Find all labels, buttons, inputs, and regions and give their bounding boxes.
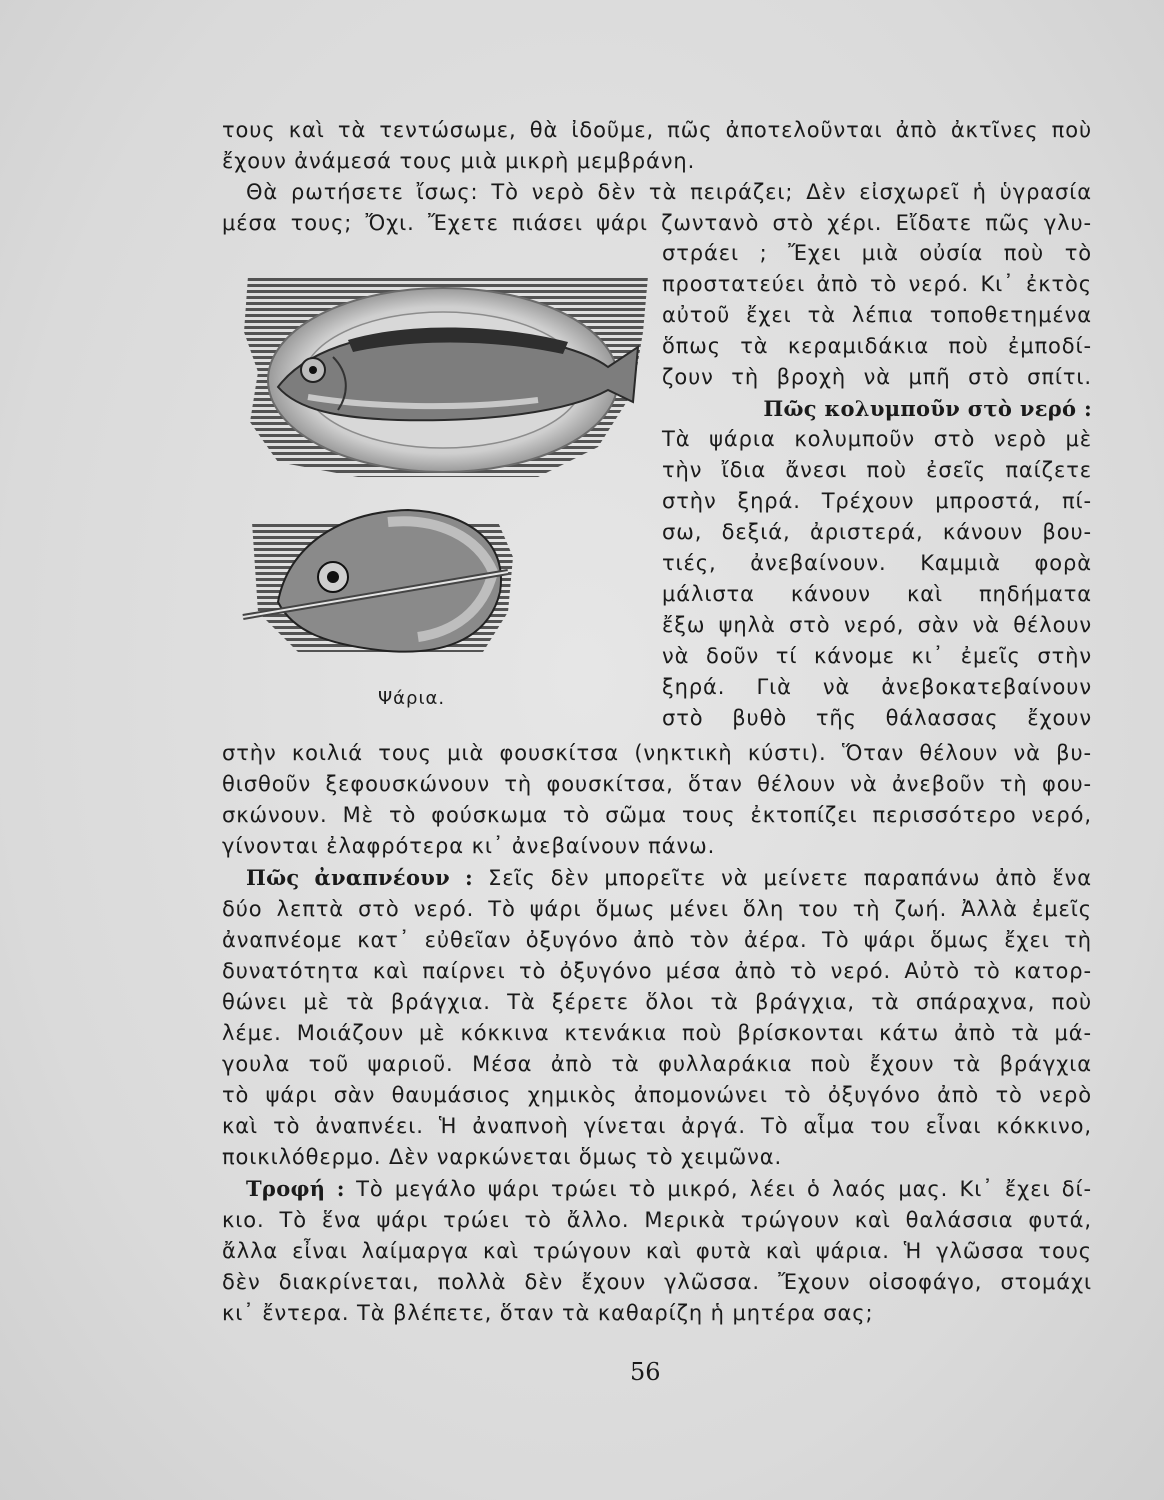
- text-line: Τὰ ψάρια κολυμποῦν στὸ νερὸ μὲ: [662, 427, 1092, 451]
- text-block-bottom: [222, 738, 1092, 1329]
- text-line: τὸ ψάρι σὰν θαυμάσιος χημικὸς ἀπομονώνει τὸ ὀξυγόνο ἀπὸ τὸ νερὸ: [222, 1083, 1092, 1107]
- text-block-top: [222, 115, 1092, 239]
- text-line: ἔξω ψηλὰ στὸ νερό, σὰν νὰ θέλουν: [662, 613, 1092, 637]
- text-line: λέμε. Μοιάζουν μὲ κόκκινα κτενάκια ποὺ βρίσκονται κάτω ἀπὸ τὰ μά-: [222, 1021, 1092, 1045]
- section-heading-swim: Πῶς κολυμποῦν στὸ νερό :: [763, 396, 1092, 421]
- text-line: θισθοῦν ξεφουσκώνουν τὴ φουσκίτσα, ὅταν θέλουν νὰ ἀνεβοῦν τὴ φου-: [222, 772, 1092, 796]
- text-line: δύο λεπτὰ στὸ νερό. Τὸ ψάρι ὅμως μένει ὅλη του τὴ ζωή. Ἀλλὰ ἐμεῖς: [222, 897, 1092, 921]
- text-line: κι᾿ ἔντερα. Τὰ βλέπετε, ὅταν τὰ καθαρίζη ἡ μητέρα σας;: [222, 1301, 874, 1325]
- text-line: μέσα τους; Ὄχι. Ἔχετε πιάσει ψάρι ζωντανὸ στὸ χέρι. Εἴδατε πῶς γλυ-: [222, 211, 1092, 235]
- text-line: Θὰ ρωτήσετε ἴσως: Τὸ νερὸ δὲν τὰ πειράζει; Δὲν εἰσχωρεῖ ἡ ὑγρασία: [246, 180, 1092, 204]
- text-line: τιές, ἀνεβαίνουν. Καμμιὰ φορὰ: [662, 551, 1092, 575]
- text-line: ὅπως τὰ κεραμιδάκια ποὺ ἐμποδί-: [662, 334, 1092, 358]
- text-line: δὲν διακρίνεται, πολλὰ δὲν ἔχουν γλῶσσα. Ἔχουν οἰσοφάγο, στομάχι: [222, 1270, 1092, 1294]
- text-line: γουλα τοῦ ψαριοῦ. Μέσα ἀπὸ τὰ φυλλαράκια ποὺ ἔχουν τὰ βράγχια: [222, 1052, 1092, 1076]
- figure-caption: Ψάρια.: [378, 688, 446, 709]
- text-line: στὸ βυθὸ τῆς θάλασσας ἔχουν: [662, 706, 1092, 730]
- text-line: καὶ τὸ ἀναπνέει. Ἡ ἀναπνοὴ γίνεται ἀργά. Τὸ αἷμα του εἶναι κόκκινο,: [222, 1114, 1092, 1138]
- text-line: τους καὶ τὰ τεντώσωμε, θὰ ἰδοῦμε, πῶς ἀποτελοῦνται ἀπὸ ἀκτῖνες ποὺ: [222, 118, 1092, 142]
- text-line: ποικιλόθερμο. Δὲν ναρκώνεται ὅμως τὸ χειμῶνα.: [222, 1145, 783, 1169]
- text-line: ἄλλα εἶναι λαίμαργα καὶ τρώγουν καὶ φυτὰ καὶ ψάρια. Ἡ γλῶσσα τους: [222, 1239, 1092, 1263]
- text-block-side: [662, 238, 1092, 734]
- text-line: θώνει μὲ τὰ βράγχια. Τὰ ξέρετε ὅλοι τὰ βράγχια, τὰ σπάραχνα, ποὺ: [222, 990, 1092, 1014]
- text-line: στὴν κοιλιά τους μιὰ φουσκίτσα (νηκτικὴ κύστι). Ὅταν θέλουν νὰ βυ-: [222, 741, 1092, 765]
- section-heading-food: Τροφή :: [246, 1176, 345, 1201]
- fish-drawing: [238, 272, 658, 667]
- text-line: γίνονται ἐλαφρότερα κι᾿ ἀνεβαίνουν πάνω.: [222, 834, 716, 858]
- text-fragment: Τὸ μεγάλο ψάρι τρώει τὸ μικρό, λέει ὁ λαός μας. Κι᾿ ἔχει δί-: [356, 1177, 1093, 1201]
- text-line: προστατεύει ἀπὸ τὸ νερό. Κι᾿ ἐκτὸς: [662, 272, 1092, 296]
- text-line-food-first: [222, 1173, 1092, 1205]
- text-line: σω, δεξιά, ἀριστερά, κάνουν βου-: [662, 520, 1092, 544]
- text-line: αὐτοῦ ἔχει τὰ λέπια τοποθετημένα: [662, 303, 1092, 327]
- text-line: τὴν ἴδια ἄνεσι ποὺ ἐσεῖς παίζετε: [662, 458, 1092, 482]
- section-heading-breathe: Πῶς ἀναπνέουν :: [246, 865, 474, 890]
- text-line: ζουν τὴ βροχὴ νὰ μπῆ στὸ σπίτι.: [662, 365, 1092, 389]
- text-line: μάλιστα κάνουν καὶ πηδήματα: [662, 582, 1092, 606]
- text-line: ἀναπνέομε κατ᾿ εὐθεῖαν ὀξυγόνο ἀπὸ τὸν ἀέρα. Τὸ ψάρι ὅμως ἔχει τὴ: [222, 928, 1092, 952]
- text-fragment: Σεῖς δὲν μπορεῖτε νὰ μείνετε παραπάνω ἀπὸ ἕνα: [488, 866, 1093, 890]
- text-line: ἔχουν ἀνάμεσά τους μιὰ μικρὴ μεμβράνη.: [222, 149, 696, 173]
- text-line: νὰ δοῦν τί κάνομε κι᾿ ἐμεῖς στὴν: [662, 644, 1092, 668]
- text-line: στράει ; Ἔχει μιὰ οὐσία ποὺ τὸ: [662, 241, 1092, 265]
- text-line: δυνατότητα καὶ παίρνει τὸ ὀξυγόνο μέσα ἀπὸ τὸ νερό. Αὐτὸ τὸ κατορ-: [222, 959, 1092, 983]
- text-line: κιο. Τὸ ἕνα ψάρι τρώει τὸ ἄλλο. Μερικὰ τρώγουν καὶ θαλάσσια φυτά,: [222, 1208, 1092, 1232]
- text-line-breathe-first: [222, 862, 1092, 894]
- text-line: στὴν ξηρά. Τρέχουν μπροστά, πί-: [662, 489, 1092, 513]
- text-line: σκώνουν. Μὲ τὸ φούσκωμα τὸ σῶμα τους ἐκτοπίζει περισσότερο νερό,: [222, 803, 1092, 827]
- text-line: ξηρά. Γιὰ νὰ ἀνεβοκατεβαίνουν: [662, 675, 1092, 699]
- fish-illustration: [238, 272, 658, 667]
- page-number: 56: [630, 1358, 661, 1386]
